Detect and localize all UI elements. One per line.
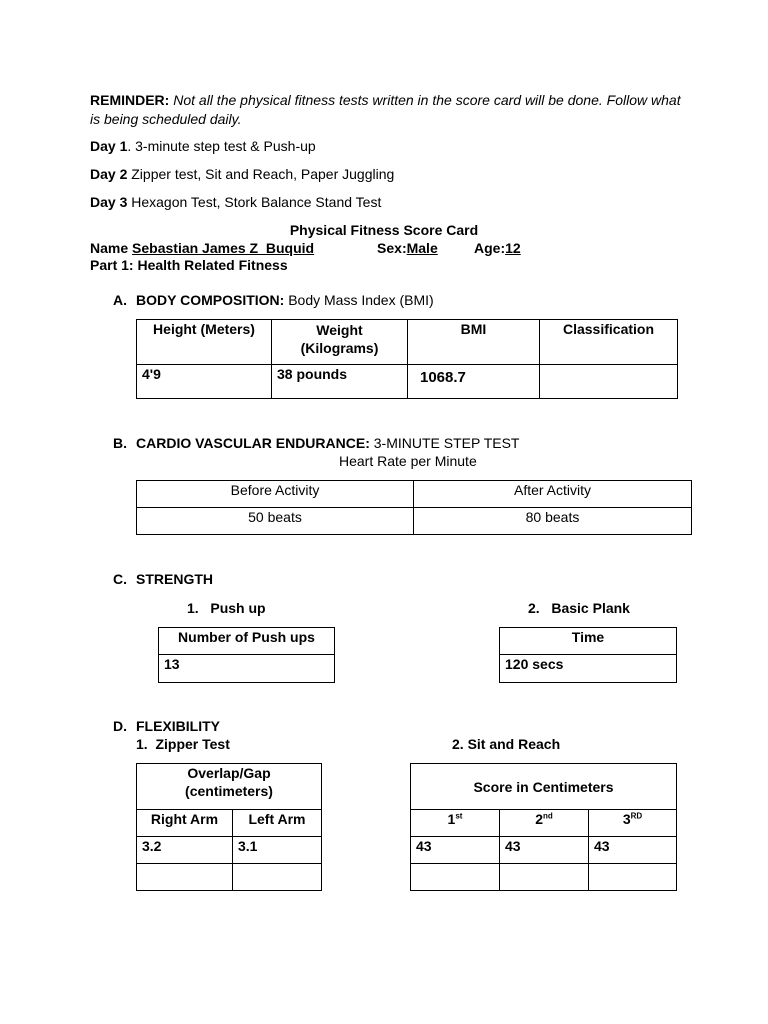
zipper-label-text: Zipper Test — [155, 736, 230, 752]
trial-2-value: 43 — [500, 837, 589, 864]
day-text: 3-minute step test & Push-up — [131, 138, 316, 154]
section-b-title: CARDIO VASCULAR ENDURANCE: — [136, 435, 370, 451]
bmi-header-bmi: BMI — [408, 320, 540, 365]
section-c-letter: C. — [113, 571, 127, 587]
pushup-label — [187, 600, 266, 616]
zipper-header-left-arm: Left Arm — [233, 810, 322, 837]
card-title: Physical Fitness Score Card — [289, 222, 479, 238]
trial-1-value: 43 — [411, 837, 500, 864]
age-label: Age: — [474, 240, 506, 256]
section-a-letter: A. — [113, 292, 127, 308]
trial-2-number: 2 — [535, 811, 543, 827]
plank-label — [528, 600, 630, 616]
schedule-day-2 — [90, 166, 394, 182]
name-label: Name — [90, 240, 133, 256]
trial-3-header — [589, 810, 677, 837]
trial-3-suffix: RD — [630, 811, 643, 821]
zipper-empty-cell — [233, 864, 322, 891]
bmi-cell-weight: 38 pounds — [272, 365, 408, 399]
bmi-header-classification: Classification — [540, 320, 678, 365]
heart-rate-header-after: After Activity — [414, 481, 692, 508]
trial-1-number: 1 — [447, 811, 456, 827]
sit-reach-table — [410, 763, 677, 891]
reminder-label: REMINDER: — [90, 92, 170, 108]
bmi-cell-value: 1068.7 — [408, 365, 540, 399]
pushup-number: 1. — [187, 600, 199, 616]
plank-value: 120 secs — [500, 655, 677, 683]
trial-3-number: 3 — [622, 811, 631, 827]
heart-rate-before-value: 50 beats — [137, 508, 414, 535]
day-text: Zipper test, Sit and Reach, Paper Juggling — [127, 166, 395, 182]
pushup-value: 13 — [159, 655, 335, 683]
section-d-letter: D. — [113, 718, 127, 734]
section-a-title: BODY COMPOSITION: — [136, 292, 285, 308]
weight-header-line1: Weight — [316, 322, 363, 338]
pushup-label-text: Push up — [210, 600, 266, 616]
zipper-header-line2: (centimeters) — [185, 783, 273, 799]
zipper-left-arm-value: 3.1 — [233, 837, 322, 864]
bmi-table — [136, 319, 678, 399]
section-d-title: FLEXIBILITY — [136, 718, 220, 734]
schedule-day-3 — [90, 194, 381, 210]
day-label: Day 3 — [90, 194, 128, 210]
zipper-header — [137, 764, 322, 810]
trial-1-header — [411, 810, 500, 837]
day-label: Day 2 — [90, 166, 128, 182]
sit-reach-empty-cell — [500, 864, 589, 891]
section-c-title: STRENGTH — [136, 571, 213, 587]
trial-2-suffix: nd — [543, 811, 553, 821]
zipper-header-right-arm: Right Arm — [137, 810, 233, 837]
section-b-letter: B. — [113, 435, 127, 451]
day-label: Day 1 — [90, 138, 128, 154]
zipper-right-arm-value: 3.2 — [137, 837, 233, 864]
plank-label-text: Basic Plank — [551, 600, 630, 616]
heart-rate-after-value: 80 beats — [414, 508, 692, 535]
heart-rate-header-before: Before Activity — [137, 481, 414, 508]
name-value-text: Sebastian James Z Buquid — [132, 240, 315, 256]
plank-number: 2. — [528, 600, 540, 616]
pushup-table — [158, 627, 335, 683]
zipper-empty-cell — [137, 864, 233, 891]
student-info — [90, 240, 438, 256]
part-1-heading: Part 1: Health Related Fitness — [90, 257, 288, 273]
bmi-cell-height: 4'9 — [137, 365, 272, 399]
section-b-subtitle: 3-MINUTE STEP TEST — [369, 435, 520, 451]
reminder-text: Not all the physical fitness tests written in the score card will be done. Follow what is being scheduled daily. — [90, 92, 681, 127]
heart-rate-caption: Heart Rate per Minute — [339, 453, 477, 469]
bmi-header-weight — [272, 320, 408, 365]
zipper-test-label — [136, 736, 230, 752]
section-a-heading — [136, 292, 434, 308]
weight-header-line2: (Kilograms) — [300, 340, 379, 356]
trial-2-header — [500, 810, 589, 837]
plank-header: Time — [500, 628, 677, 655]
day-text: Hexagon Test, Stork Balance Stand Test — [127, 194, 382, 210]
age-value: 12 — [505, 240, 521, 256]
trial-1-suffix: st — [455, 811, 463, 821]
trial-3-value: 43 — [589, 837, 677, 864]
day-separator: . — [127, 138, 132, 154]
plank-table — [499, 627, 677, 683]
sit-reach-label: 2. Sit and Reach — [452, 736, 561, 752]
section-a-subtitle: Body Mass Index (BMI) — [284, 292, 434, 308]
sex-value: Male — [406, 240, 438, 256]
pushup-header: Number of Push ups — [159, 628, 335, 655]
heart-rate-table — [136, 480, 692, 535]
reminder — [90, 91, 690, 129]
age-info — [474, 240, 521, 256]
schedule-day-1 — [90, 138, 316, 154]
zipper-table — [136, 763, 322, 891]
sit-reach-empty-cell — [589, 864, 677, 891]
section-b-heading — [136, 435, 519, 451]
sit-reach-empty-cell — [411, 864, 500, 891]
bmi-cell-classification — [540, 365, 678, 399]
sit-reach-header: Score in Centimeters — [411, 764, 677, 810]
bmi-header-height: Height (Meters) — [137, 320, 272, 365]
zipper-header-line1: Overlap/Gap — [187, 765, 271, 781]
name-value — [132, 240, 377, 256]
sex-label: Sex: — [377, 240, 407, 256]
zipper-number: 1. — [136, 736, 148, 752]
